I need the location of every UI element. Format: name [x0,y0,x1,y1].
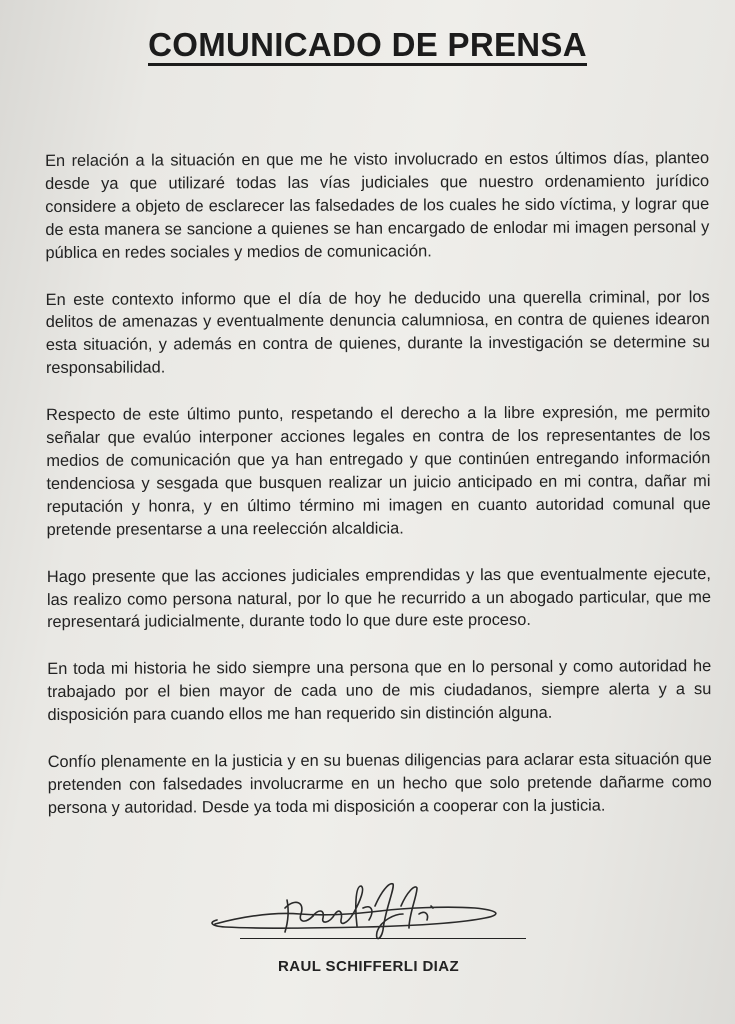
paragraph-3: Respecto de este último punto, respetando el derecho a la libre expresión, me permito señalar que evalúo interponer acciones legales en contra de los representantes de los medios de comunicación que ya han entregado y que continúen entregando información tendenciosa y sesgada que busquen realizar un juicio anticipado en mi contra, dañar mi reputación y honra, y en último término mi imagen en cuanto autoridad comunal que pretende presentarse a una reelección alcaldicia. [46,403,711,539]
signature-line [240,938,526,939]
paragraph-1: En relación a la situación en que me he visto involucrado en estos últimos días, planteo desde ya que utilizaré todas las vías judiciales que nuestro ordenamiento jurídico considere a objeto de esclarecer las falsedades de los cuales he sido víctima, y lograr que de esta manera se sancione a quienes se han encargado de enlodar mi imagen personal y pública en redes sociales y medios de comunicación. [45,149,710,262]
paragraph-2: En este contexto informo que el día de hoy he deducido una querella criminal, por los delitos de amenazas y eventualmente denuncia calumniosa, en contra de quienes idearon esta situación, y además en contra de quienes, durante la investigación se determine su responsabilidad. [45,287,710,378]
paragraph-6: Confío plenamente en la justicia y en su buenas diligencias para aclarar esta situación que pretenden con falsedades involucrarme en un hecho que solo pretende dañarme como persona y autoridad. Desde ya toda mi disposición a cooperar con la justicia. [47,750,712,817]
paragraph-5: En toda mi historia he sido siempre una persona que en lo personal y como autoridad he trabajado por el bien mayor de cada uno de mis ciudadanos, siempre alerta y a su disposición para cuando ellos me han requerido sin distinción alguna. [47,657,712,725]
handwritten-signature [205,880,525,950]
paragraph-4: Hago presente que las acciones judiciales emprendidas y las que eventualmente ejecute, las realizo como persona natural, por lo que he recurrido a un abogado particular, que me representará judicialmente, durante todo lo que dure este proceso. [46,564,711,632]
document-title-text: COMUNICADO DE PRENSA [148,28,587,66]
document-title [0,26,735,66]
document-body [45,147,712,844]
signer-name: RAUL SCHIFFERLI DIAZ [278,958,460,975]
